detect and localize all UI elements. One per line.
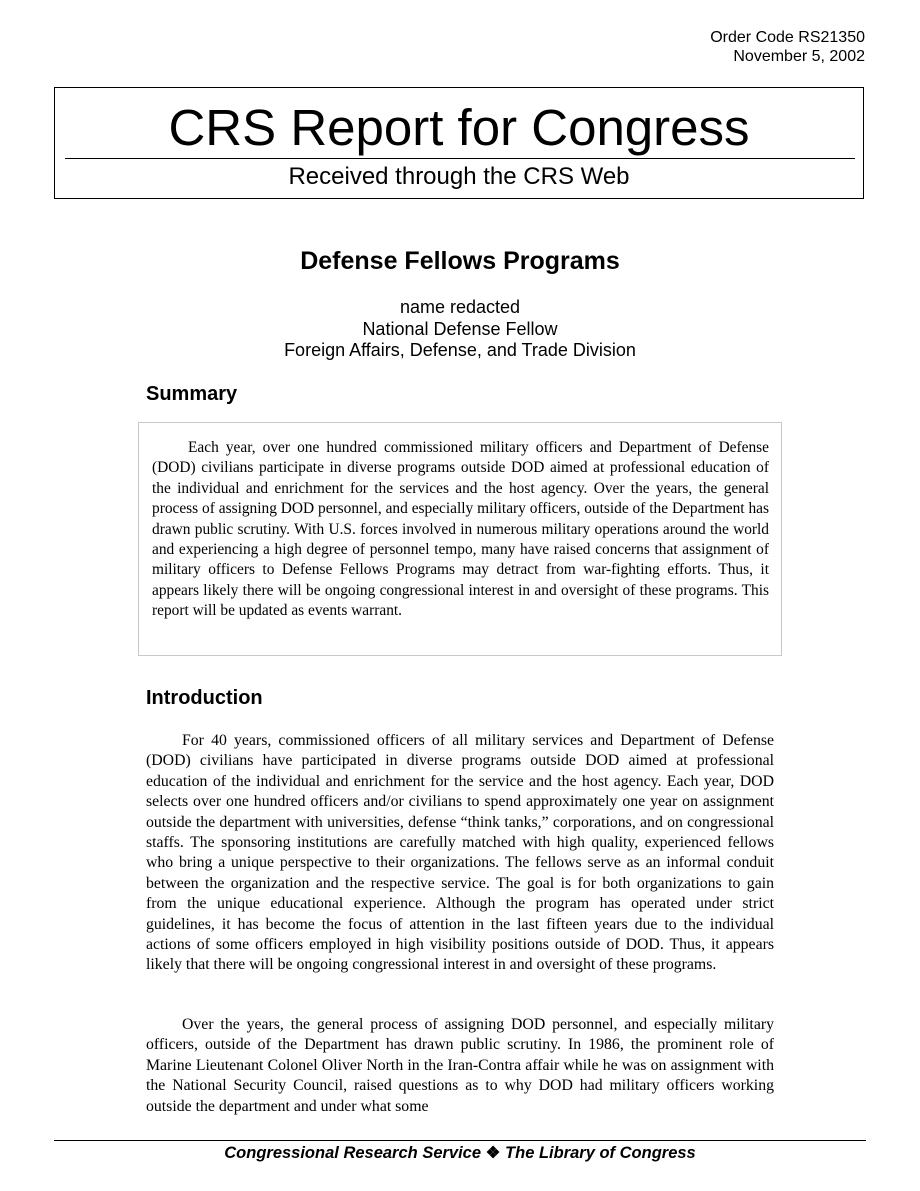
author-title: National Defense Fellow — [362, 318, 558, 339]
footer-rule — [54, 1140, 866, 1141]
introduction-paragraph-1: For 40 years, commissioned officers of all military services and Department of Defense (DOD) civilians have participated in diverse programs outside DOD aimed at professional education of the individual and enrichment for the service and the host agency. Each year, DOD selects over one hundred officers and/or civilians to spend approximately one year on assignment outside the department with universities, defense “think tanks,” corporations, and on congressional staffs. The sponsoring institutions are carefully matched with high quality, experienced fellows who bring a unique perspective to their organizations. The fellows serve as an informal conduit between the organization and the respective service. The goal is for both organizations to gain from the unique educational experience. Although the program has operated under strict guidelines, it has become the focus of attention in the last fifteen years due to the individual actions of some officers employed in high visibility positions outside of DOD. Thus, it appears likely that there will be ongoing congressional interest in and oversight of these programs. — [146, 732, 774, 974]
division: Foreign Affairs, Defense, and Trade Division — [284, 340, 636, 360]
diamond-separator-icon: ❖ — [485, 1144, 501, 1162]
masthead-title: CRS Report for Congress — [168, 99, 750, 156]
author-name: name redacted — [399, 297, 521, 317]
summary-text: Each year, over one hundred commissioned military officers and Department of Defense (DOD) civilians participate in diverse programs outside DOD aimed at professional education of the individual and enrichment for the services and the host agency. Over the years, the general process of assigning DOD personnel, and especially military officers, outside of the Department has drawn public scrutiny. With U.S. forces involved in numerous military operations around the world and experiencing a high degree of personnel tempo, many have raised concerns that assignment of military officers to Defense Fellows Programs may detract from war-fighting efforts. Thus, it appears likely there will be ongoing congressional interest in and oversight of these programs. This report will be updated as events warrant. — [152, 439, 769, 620]
masthead — [54, 87, 864, 199]
byline — [0, 297, 920, 362]
masthead-subtitle: Received through the CRS Web — [288, 163, 630, 190]
masthead-rule — [65, 158, 855, 159]
report-date: November 5, 2002 — [733, 48, 865, 65]
document-title: Defense Fellows Programs — [300, 247, 620, 275]
footer — [0, 1143, 920, 1163]
introduction-heading: Introduction — [146, 687, 263, 709]
order-code: Order Code RS21350 — [710, 29, 865, 46]
footer-loc: The Library of Congress — [505, 1144, 696, 1162]
introduction-paragraph-2: Over the years, the general process of assigning DOD personnel, and especially military officers, outside of the Department has drawn public scrutiny. In 1986, the prominent role of Marine Lieutenant Colonel Oliver North in the Iran-Contra affair while he was on assignment with the National Security Council, raised questions as to why DOD had military officers working outside the department and under what some — [146, 1016, 774, 1115]
summary-heading: Summary — [146, 383, 238, 405]
footer-crs: Congressional Research Service — [224, 1144, 482, 1162]
summary-box — [138, 422, 782, 656]
order-info — [710, 28, 865, 66]
